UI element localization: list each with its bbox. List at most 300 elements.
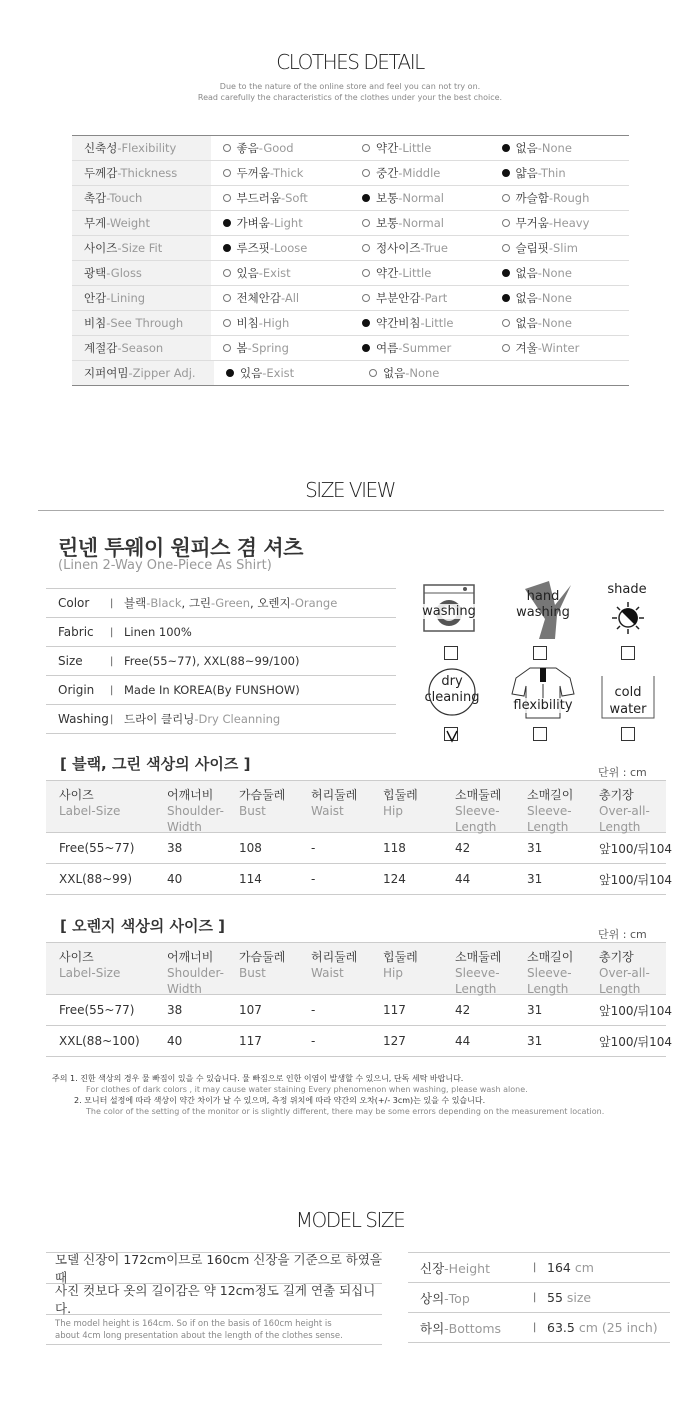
check-mark-icon [445, 729, 459, 743]
label-en-text: None [541, 316, 572, 330]
radio-empty-icon [362, 169, 370, 177]
radio-selected-icon [223, 219, 231, 227]
label-en: -Touch [106, 191, 143, 205]
separator: | [110, 713, 114, 725]
label-ko: 사이즈 [84, 241, 118, 255]
label-en: -None [537, 141, 572, 155]
label-en: -Little [398, 266, 432, 280]
label-en: -Little [420, 316, 454, 330]
radio-empty-icon [362, 219, 370, 227]
column-header-en: Label-Size [59, 804, 121, 818]
radio-empty-icon [362, 244, 370, 252]
radio-selected-icon [502, 294, 510, 302]
radio-empty-icon [369, 369, 377, 377]
shade-checkbox[interactable] [621, 646, 635, 660]
label-en: -Top [444, 1290, 470, 1306]
label-en-text: Middle [402, 166, 441, 180]
detail-option [490, 315, 630, 331]
column-header-ko: 힙둘레 [383, 950, 418, 964]
column-header [46, 949, 154, 994]
radio-empty-icon [362, 144, 370, 152]
label-en-text: Normal [402, 191, 444, 205]
column-header-en-2: Length [455, 820, 497, 834]
column-header [154, 787, 226, 832]
label-en-text: Normal [402, 216, 444, 230]
info-value: Free(55~77), XXL(88~99/100) [124, 654, 300, 668]
label-ko: 얇음 [515, 166, 538, 180]
label-en-text: Thin [540, 166, 566, 180]
detail-row-label [72, 311, 211, 335]
info-row-fabric [46, 618, 396, 647]
label-en-text: All [284, 291, 300, 305]
label-en-text: Light [274, 216, 303, 230]
label-ko: 부분안감 [376, 291, 421, 305]
label-ko: 전체안감 [236, 291, 281, 305]
separator: | [110, 626, 114, 638]
detail-row [72, 361, 629, 386]
detail-option [350, 140, 490, 156]
label-en-text: Winter [541, 341, 580, 355]
radio-empty-icon [223, 294, 231, 302]
radio-selected-icon [223, 244, 231, 252]
label-ko: 약간비침 [376, 316, 421, 330]
model-note [46, 1252, 382, 1345]
column-header-ko: 소매길이 [527, 788, 574, 802]
info-value: 드라이 클리닝-Dry Cleanning [124, 712, 281, 726]
detail-row-label [72, 211, 211, 235]
column-header-ko: 총기장 [599, 788, 634, 802]
detail-option [357, 365, 500, 381]
label-en-text: Zipper Adj. [132, 366, 196, 380]
column-header-en: Over-all- [599, 804, 650, 818]
label-en: -Middle [398, 166, 441, 180]
label-en-text: Exist [262, 266, 291, 280]
label-en-text: Loose [274, 241, 308, 255]
column-header-en: Bust [239, 804, 266, 818]
label-en: -Thickness [117, 166, 178, 180]
info-value: Linen 100% [124, 625, 192, 639]
column-header-en: Hip [383, 804, 403, 818]
label-en: -High [258, 316, 290, 330]
dry-cleaning-checkbox[interactable] [444, 727, 458, 741]
detail-option [490, 215, 630, 231]
clothes-detail-title: CLOTHES DETAIL [276, 50, 424, 74]
label-ko: 없음 [515, 266, 538, 280]
detail-option [490, 265, 630, 281]
column-header-ko: 허리둘레 [311, 788, 358, 802]
model-stat-value [547, 1260, 594, 1275]
column-header-en: Sleeve- [527, 804, 572, 818]
detail-row-label [72, 161, 211, 185]
label-en-text: Size Fit [121, 241, 163, 255]
label-en: -None [537, 316, 572, 330]
column-header-ko: 허리둘레 [311, 950, 358, 964]
label-ko: 신축성 [84, 141, 118, 155]
label-en-text: Flexibility [121, 141, 177, 155]
label-en-text: Slim [553, 241, 578, 255]
column-header [514, 949, 586, 994]
table-cell: XXL(88~100) [59, 1034, 140, 1048]
size-table-header [46, 780, 666, 833]
model-stat-row [408, 1253, 670, 1283]
table-row [46, 864, 673, 895]
table-cell: 앞100/뒤104 [599, 1003, 673, 1018]
label-ko: 봄 [236, 341, 248, 355]
column-header [226, 949, 298, 994]
label-en-text: None [541, 291, 572, 305]
column-header [46, 787, 154, 832]
label-en: -Exist [258, 266, 291, 280]
label-en: -None [405, 366, 440, 380]
table-cell: 44 [455, 872, 471, 886]
label-en: -Part [420, 291, 448, 305]
column-header-ko: 사이즈 [59, 788, 94, 802]
table-cell: 118 [383, 841, 406, 855]
table-cell: 107 [239, 1003, 262, 1017]
separator: | [110, 597, 114, 609]
info-value: Made In KOREA(By FUNSHOW) [124, 683, 300, 697]
column-header-en-2: Length [599, 982, 641, 996]
product-subtitle: (Linen 2-Way One-Piece As Shirt) [58, 558, 272, 573]
shade-sun-icon [610, 600, 646, 636]
detail-option [211, 265, 351, 281]
table-cell: 31 [527, 1034, 543, 1048]
column-header-ko: 가슴둘레 [239, 788, 286, 802]
column-header [442, 949, 514, 994]
model-stat-label [408, 1259, 533, 1277]
radio-empty-icon [223, 194, 231, 202]
label-ko: 없음 [515, 141, 538, 155]
label-ko: 없음 [515, 316, 538, 330]
label-ko: 루즈핏 [236, 241, 270, 255]
label-ko: 두께감 [84, 166, 118, 180]
column-header-en-2: Length [455, 982, 497, 996]
detail-option [490, 290, 630, 306]
product-name: 린넨 투웨이 원피스 겸 셔츠 [58, 536, 303, 560]
detail-row-label [72, 261, 211, 285]
washing-checkbox[interactable] [444, 646, 458, 660]
detail-option [490, 340, 630, 356]
label-ko: 촉감 [84, 191, 107, 205]
label-en: -Normal [398, 216, 444, 230]
table-cell: Free(55~77) [59, 1003, 135, 1017]
separator: | [110, 655, 114, 667]
label-en-text: True [423, 241, 448, 255]
radio-empty-icon [223, 269, 231, 277]
model-stat-value [547, 1290, 591, 1305]
label-ko: 없음 [383, 366, 406, 380]
table-cell: 124 [383, 872, 406, 886]
model-stat-label [408, 1319, 533, 1337]
product-info-table [46, 588, 396, 734]
model-stat-number: 164 [547, 1260, 571, 1275]
label-en: -Heavy [548, 216, 590, 230]
label-en: -True [420, 241, 448, 255]
radio-selected-icon [502, 169, 510, 177]
label-ko: 계절감 [84, 341, 118, 355]
note-1-en: For clothes of dark colors , it may cause water staining Every phenomenon when washing, please wash alone. [86, 1085, 528, 1094]
label-en: -All [280, 291, 300, 305]
column-header-en: Label-Size [59, 966, 121, 980]
label-en-text: None [541, 141, 572, 155]
info-row-size [46, 647, 396, 676]
column-header [370, 787, 442, 832]
notes [52, 1073, 672, 1117]
info-key: Color [58, 596, 90, 610]
label-ko: 광택 [84, 266, 107, 280]
column-header-en: Sleeve- [455, 804, 500, 818]
hand-washing-checkbox[interactable] [533, 646, 547, 660]
detail-option [350, 215, 490, 231]
label-en: -Thick [269, 166, 304, 180]
model-size-title: MODEL SIZE [295, 1208, 405, 1232]
model-stat-row [408, 1283, 670, 1313]
detail-row [72, 311, 629, 336]
info-value: 블랙-Black, 그린-Green, 오렌지-Orange [124, 596, 338, 610]
radio-empty-icon [223, 319, 231, 327]
label-ko: 슬림핏 [515, 241, 549, 255]
detail-row-label [72, 186, 211, 210]
radio-empty-icon [362, 269, 370, 277]
table-cell: 38 [167, 841, 183, 855]
label-ko: 약간 [376, 141, 399, 155]
label-en: -Bottoms [444, 1320, 502, 1336]
table-cell: - [311, 1034, 316, 1048]
model-stats [408, 1252, 670, 1343]
detail-row-label [72, 336, 211, 360]
label-en: -Winter [537, 341, 580, 355]
column-header [298, 787, 370, 832]
model-stat-row [408, 1313, 670, 1343]
info-key: Washing [58, 712, 109, 726]
label-en-text: Spring [251, 341, 289, 355]
info-key: Fabric [58, 625, 94, 639]
table-cell: 42 [455, 1003, 471, 1017]
label-en-text: Height [448, 1260, 490, 1276]
column-header-en: Sleeve- [527, 966, 572, 980]
radio-empty-icon [502, 244, 510, 252]
label-en-text: High [262, 316, 290, 330]
column-header [298, 949, 370, 994]
note-2: 2. 모니터 설정에 따라 색상이 약간 차이가 날 수 있으며, 측정 위치에 따라 약간의 오차(+/- 3cm)는 있을 수 있습니다. [74, 1096, 486, 1105]
label-ko: 중간 [376, 166, 399, 180]
separator: | [533, 1262, 537, 1273]
label-en: -Weight [106, 216, 150, 230]
detail-row-label [72, 286, 211, 310]
table-cell: XXL(88~99) [59, 872, 133, 886]
info-row-washing [46, 705, 396, 734]
label-en: -None [537, 291, 572, 305]
divider [38, 510, 664, 511]
label-en: -Lining [106, 291, 146, 305]
table-cell: 앞100/뒤104 [599, 841, 673, 856]
info-key: Origin [58, 683, 95, 697]
label-en: -Flexibility [117, 141, 177, 155]
table-row [46, 995, 673, 1026]
detail-option [350, 190, 490, 206]
label-en-text: Touch [109, 191, 143, 205]
label-ko: 보통 [376, 191, 399, 205]
table-cell: 117 [239, 1034, 262, 1048]
model-stat-number: 63.5 [547, 1320, 575, 1335]
table-row [46, 833, 673, 864]
detail-row-label [72, 236, 211, 260]
model-stat-unit: cm [574, 1260, 594, 1275]
column-header-ko: 소매둘레 [455, 950, 502, 964]
label-en-text: See Through [110, 316, 184, 330]
column-header-en: Waist [311, 966, 344, 980]
dry-cleaning-label: dry cleaning [424, 674, 480, 705]
clothes-detail-table [72, 135, 629, 386]
table-cell: 117 [383, 1003, 406, 1017]
column-header-en-2: Length [527, 982, 569, 996]
column-header-ko: 어깨너비 [167, 788, 214, 802]
unit-label: 단위 : cm [598, 928, 647, 941]
label-en: -Light [269, 216, 303, 230]
label-en: -Thin [537, 166, 566, 180]
column-header-en: Bust [239, 966, 266, 980]
label-en-text: Season [121, 341, 164, 355]
label-ko: 지퍼여밈 [84, 366, 129, 380]
flexibility-checkbox[interactable] [533, 727, 547, 741]
cold-water-checkbox[interactable] [621, 727, 635, 741]
info-row-color [46, 589, 396, 618]
label-en-text: Lining [110, 291, 146, 305]
label-en-text: Weight [109, 216, 150, 230]
detail-option [350, 165, 490, 181]
detail-row [72, 236, 629, 261]
shade-label: shade [607, 582, 647, 597]
detail-option [211, 290, 351, 306]
detail-option [490, 240, 630, 256]
clothes-detail-subtitle: Due to the nature of the online store and feel you can not try on. Read carefully the characteristics of the clothes under your the best choice. [197, 82, 503, 102]
radio-selected-icon [502, 144, 510, 152]
model-stat-unit: cm (25 inch) [578, 1320, 658, 1335]
model-note-english: The model height is 164cm. So if on the basis of 160cm height is about 4cm long presentation about the length of the clothes sense. [46, 1315, 382, 1345]
radio-selected-icon [362, 319, 370, 327]
table-cell: 38 [167, 1003, 183, 1017]
label-en-text: Good [263, 141, 294, 155]
label-ko: 부드러움 [236, 191, 281, 205]
table-cell: - [311, 872, 316, 886]
label-en-text: Soft [285, 191, 308, 205]
size-table-header [46, 942, 666, 995]
size-table-black-green [46, 780, 673, 895]
label-ko: 상의 [420, 1290, 445, 1306]
radio-empty-icon [502, 344, 510, 352]
cold-water-label: cold water [609, 685, 647, 717]
column-header [586, 949, 666, 994]
label-en: -Normal [398, 191, 444, 205]
label-en: -Zipper Adj. [128, 366, 196, 380]
column-header-en-2: Length [527, 820, 569, 834]
detail-row [72, 211, 629, 236]
column-header-ko: 가슴둘레 [239, 950, 286, 964]
model-stat-value [547, 1320, 658, 1335]
column-header-ko: 어깨너비 [167, 950, 214, 964]
label-en: -Soft [280, 191, 308, 205]
column-header-ko: 소매길이 [527, 950, 574, 964]
model-stat-number: 55 [547, 1290, 563, 1305]
label-en-text: None [541, 266, 572, 280]
detail-option [350, 315, 490, 331]
label-ko: 겨울 [515, 341, 538, 355]
flexibility-label: flexibility [509, 698, 577, 713]
detail-option [211, 165, 351, 181]
note-2-en: The color of the setting of the monitor or is slightly different, there may be some errors depending on the measurement location. [86, 1107, 605, 1116]
detail-row [72, 286, 629, 311]
detail-option [211, 190, 351, 206]
washing-label: washing [420, 604, 478, 619]
detail-option [214, 365, 357, 381]
label-ko: 없음 [515, 291, 538, 305]
column-header-en-2: Length [599, 820, 641, 834]
table-cell: Free(55~77) [59, 841, 135, 855]
radio-selected-icon [362, 344, 370, 352]
separator: | [533, 1322, 537, 1333]
detail-option [350, 340, 490, 356]
label-en: -Gloss [106, 266, 142, 280]
label-en: -Rough [548, 191, 590, 205]
table-cell: 40 [167, 1034, 183, 1048]
column-header-ko: 소매둘레 [455, 788, 502, 802]
label-ko: 비침 [84, 316, 107, 330]
column-header [442, 787, 514, 832]
detail-row-label [72, 136, 211, 160]
table-cell: 31 [527, 841, 543, 855]
detail-option [490, 165, 630, 181]
radio-selected-icon [362, 194, 370, 202]
label-ko: 있음 [240, 366, 263, 380]
detail-option [350, 240, 490, 256]
column-header-en: Shoulder- [167, 804, 224, 818]
label-ko: 신장 [420, 1260, 445, 1276]
column-header-en: Waist [311, 804, 344, 818]
model-note-line-1: 모델 신장이 172cm이므로 160cm 신장을 기준으로 하였을때 [46, 1253, 382, 1284]
column-header [226, 787, 298, 832]
label-ko: 있음 [236, 266, 259, 280]
detail-row-label [72, 361, 214, 385]
radio-empty-icon [223, 169, 231, 177]
label-en-text: Gloss [110, 266, 142, 280]
label-en-text: Heavy [553, 216, 590, 230]
column-header-ko: 총기장 [599, 950, 634, 964]
info-key: Size [58, 654, 83, 668]
size-table-heading-black-green: [ 블랙, 그린 색상의 사이즈 ] [60, 755, 251, 773]
label-en-text: Thick [272, 166, 304, 180]
info-row-origin [46, 676, 396, 705]
label-en-text: Top [448, 1290, 470, 1306]
label-en-text: Little [424, 316, 454, 330]
label-en-text: Exist [266, 366, 295, 380]
detail-option [211, 315, 351, 331]
detail-option [211, 240, 351, 256]
detail-option [211, 140, 351, 156]
column-header-en: Sleeve- [455, 966, 500, 980]
table-cell: 114 [239, 872, 262, 886]
size-view-title: SIZE VIEW [305, 478, 395, 502]
label-en: -Exist [262, 366, 295, 380]
detail-option [211, 340, 351, 356]
table-cell: 31 [527, 872, 543, 886]
label-ko: 두꺼움 [236, 166, 270, 180]
table-cell: 31 [527, 1003, 543, 1017]
size-table-heading-orange: [ 오렌지 색상의 사이즈 ] [60, 917, 226, 935]
radio-selected-icon [226, 369, 234, 377]
column-header [586, 787, 666, 832]
model-stat-label [408, 1289, 533, 1307]
column-header [370, 949, 442, 994]
